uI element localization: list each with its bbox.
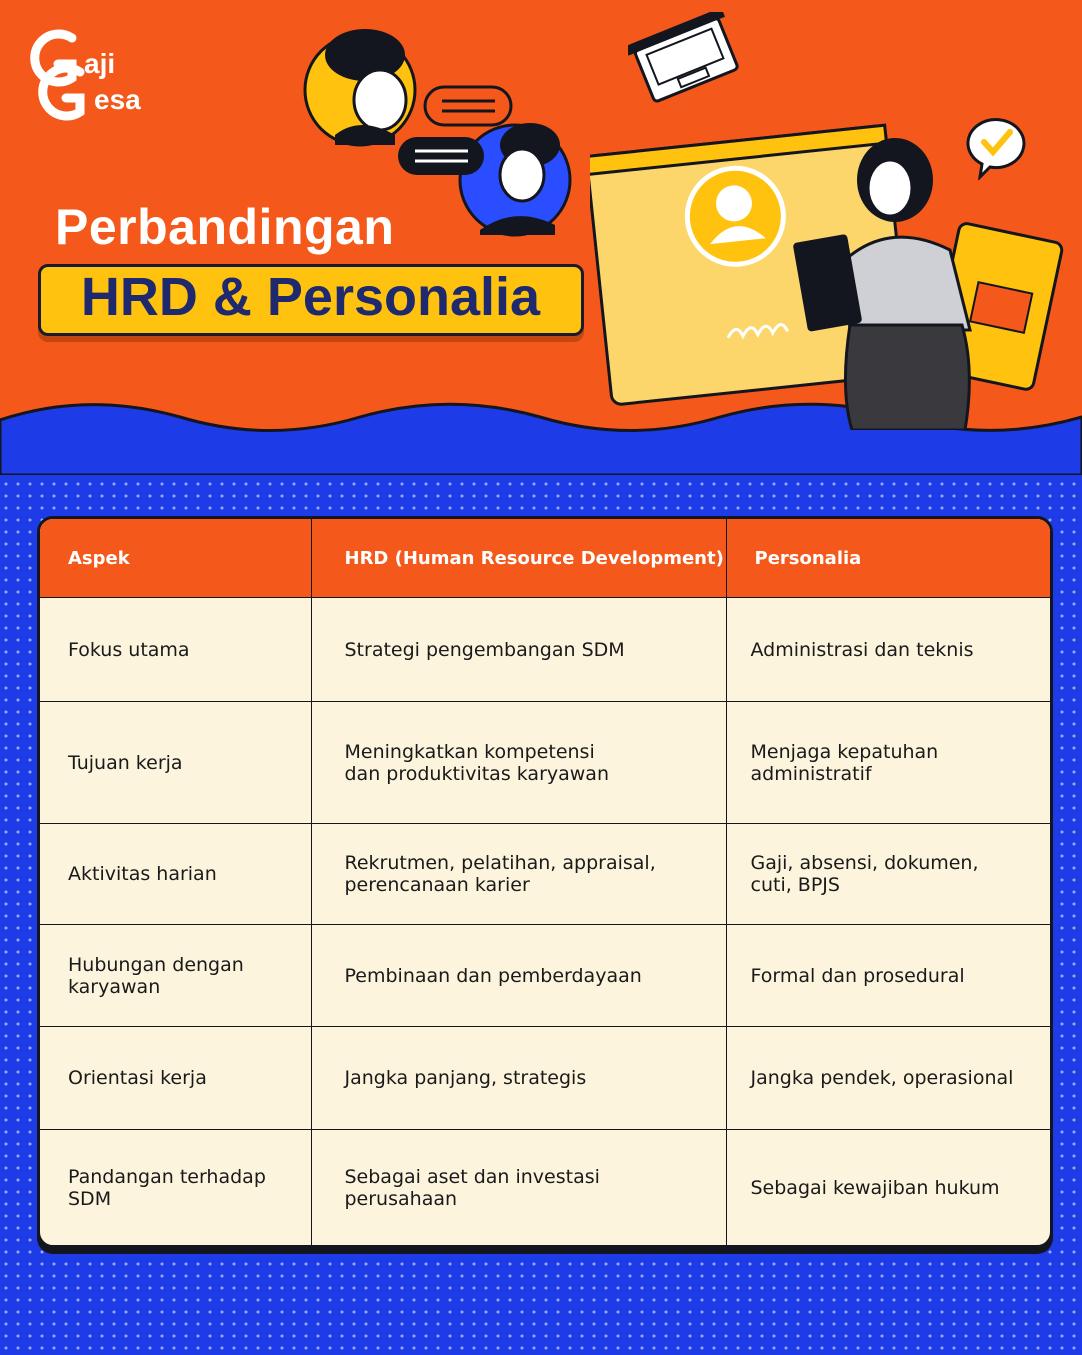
header-personalia: Personalia (726, 519, 1050, 598)
table-cell: Gaji, absensi, dokumen, cuti, BPJS (726, 824, 1050, 925)
table-cell: Aktivitas harian (40, 824, 311, 925)
header-aspek: Aspek (40, 519, 311, 598)
table-cell: Strategi pengembangan SDM (311, 598, 726, 702)
laptop-icon (628, 12, 748, 117)
table-cell: Meningkatkan kompetensi dan produktivitas karyawan (311, 702, 726, 824)
table-row (40, 824, 1050, 925)
table-cell: Pandangan terhadap SDM (40, 1130, 311, 1246)
table-cell: Menjaga kepatuhan administratif (726, 702, 1050, 824)
page-title-line1: Perbandingan (55, 199, 395, 255)
table-cell: Orientasi kerja (40, 1027, 311, 1130)
table-row (40, 1130, 1050, 1246)
table-cell: Administrasi dan teknis (726, 598, 1050, 702)
comparison-table (37, 516, 1053, 1248)
table-cell: Sebagai aset dan investasi perusahaan (311, 1130, 726, 1246)
table-header-row (40, 519, 1050, 598)
table-cell: Sebagai kewajiban hukum (726, 1130, 1050, 1246)
logo-text-line1: aji (84, 48, 116, 79)
table-row (40, 702, 1050, 824)
table-row (40, 1027, 1050, 1130)
check-bubble-icon (960, 112, 1032, 180)
table-cell: Tujuan kerja (40, 702, 311, 824)
table-cell: Pembinaan dan pemberdayaan (311, 925, 726, 1027)
logo-text-line2: esa (94, 84, 141, 115)
table-cell: Rekrutmen, pelatihan, appraisal, perencanaan karier (311, 824, 726, 925)
table-row (40, 925, 1050, 1027)
page-title-line2: HRD & Personalia (80, 267, 541, 327)
table-cell: Jangka panjang, strategis (311, 1027, 726, 1130)
table-cell: Fokus utama (40, 598, 311, 702)
table-cell: Jangka pendek, operasional (726, 1027, 1050, 1130)
table-cell: Hubungan dengan karyawan (40, 925, 311, 1027)
table-cell: Formal dan prosedural (726, 925, 1050, 1027)
header-hrd: HRD (Human Resource Development) (311, 519, 726, 598)
gajigesa-logo (28, 28, 168, 128)
table-row (40, 598, 1050, 702)
